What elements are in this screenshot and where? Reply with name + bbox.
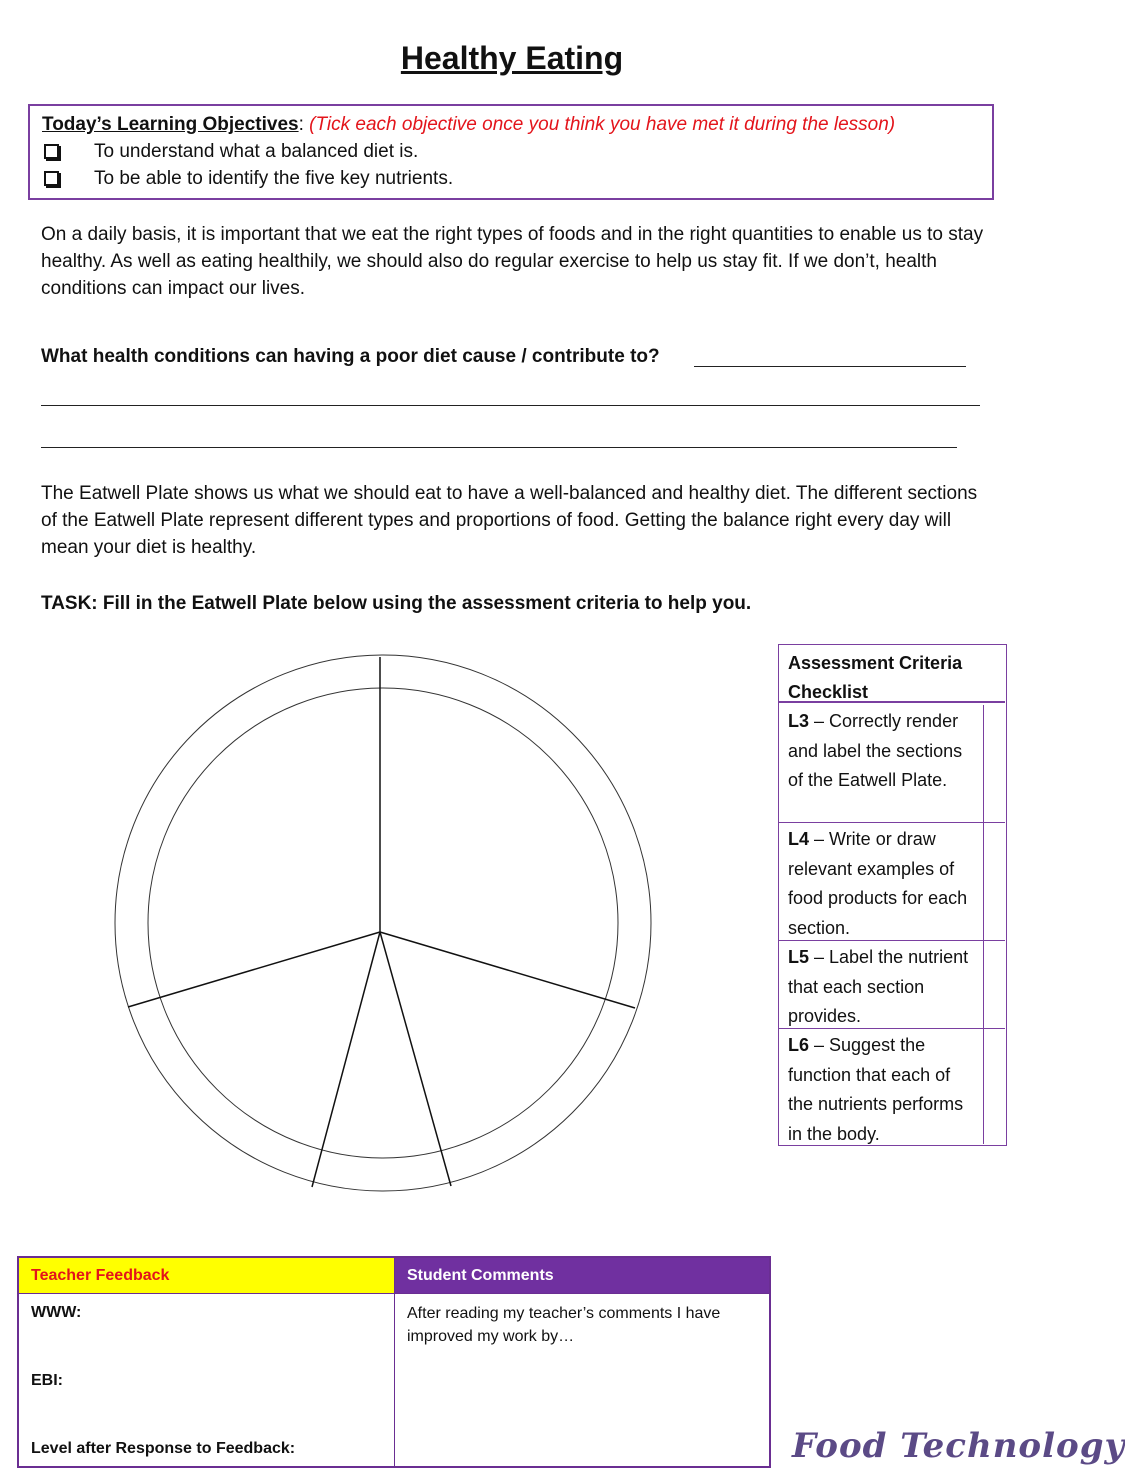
- question-text: What health conditions can having a poor diet cause / contribute to?: [41, 346, 660, 367]
- plate-divider-bottom-right: [380, 932, 451, 1186]
- criteria-row-l6: [779, 1029, 983, 1144]
- plate-outer-rim: [115, 655, 651, 1191]
- criteria-row-l4: [779, 823, 983, 941]
- student-comments-prompt: After reading my teacher’s comments I have improved my work by…: [407, 1305, 721, 1345]
- plate-divider-bottom-left: [312, 932, 380, 1187]
- objective-item-1: To understand what a balanced diet is.: [94, 141, 419, 162]
- objectives-colon: :: [298, 114, 304, 135]
- answer-line-2[interactable]: [41, 405, 980, 406]
- criteria-text: – Label the nutrient that each section provides.: [788, 947, 969, 1026]
- plate-inner-circle: [148, 688, 618, 1158]
- eatwell-paragraph: The Eatwell Plate shows us what we should eat to have a well-balanced and healthy diet. The different sections of the Eatwell Plate represent different types and proportions of food. Getting the balance right every day will mean your diet is healthy.: [41, 483, 978, 558]
- ebi-label: EBI:: [31, 1372, 63, 1389]
- objectives-heading: Today’s Learning Objectives: [42, 114, 299, 135]
- criteria-level: L3: [788, 711, 810, 731]
- level-after-feedback-label: Level after Response to Feedback:: [31, 1440, 296, 1457]
- task-instruction: TASK: Fill in the Eatwell Plate below using the assessment criteria to help you.: [41, 593, 752, 614]
- assessment-criteria-table: [778, 644, 1007, 1146]
- eatwell-plate-diagram: [100, 640, 670, 1210]
- food-technology-logo: Food Technology: [792, 1426, 1125, 1466]
- answer-line-1[interactable]: [694, 366, 966, 367]
- criteria-tick-box-l5[interactable]: [983, 941, 1005, 1029]
- student-comments-header: Student Comments: [395, 1258, 769, 1294]
- feedback-table: [17, 1256, 771, 1468]
- objective-checkbox-2[interactable]: [44, 171, 59, 186]
- criteria-level: L4: [788, 829, 810, 849]
- www-label: WWW:: [31, 1304, 82, 1321]
- page-title: Healthy Eating: [400, 40, 624, 76]
- criteria-tick-box-l6[interactable]: [983, 1029, 1005, 1144]
- student-comments-cell[interactable]: [395, 1294, 769, 1466]
- criteria-level: L5: [788, 947, 810, 967]
- plate-divider-left: [128, 932, 380, 1007]
- criteria-row-l5: [779, 941, 983, 1029]
- criteria-level: L6: [788, 1035, 810, 1055]
- objective-item-2: To be able to identify the five key nutrients.: [94, 168, 454, 189]
- criteria-heading: Assessment Criteria Checklist: [779, 645, 1005, 703]
- plate-divider-right: [380, 932, 635, 1008]
- criteria-text: – Write or draw relevant examples of food products for each section.: [788, 829, 968, 938]
- criteria-tick-box-l4[interactable]: [983, 823, 1005, 941]
- objectives-note: (Tick each objective once you think you have met it during the lesson): [309, 114, 896, 135]
- criteria-text: – Correctly render and label the sections of the Eatwell Plate.: [788, 711, 963, 790]
- intro-paragraph: On a daily basis, it is important that we eat the right types of foods and in the right quantities to enable us to stay healthy. As well as eating healthily, we should also do regular exercise to help us stay fit. If we don’t, health conditions can impact our lives.: [41, 224, 984, 299]
- criteria-row-l3: [779, 705, 983, 823]
- objectives-header: [42, 114, 895, 136]
- learning-objectives-box: [28, 104, 994, 200]
- teacher-feedback-cell[interactable]: [19, 1294, 395, 1466]
- teacher-feedback-header: Teacher Feedback: [19, 1258, 395, 1294]
- answer-line-3[interactable]: [41, 447, 957, 448]
- objective-checkbox-1[interactable]: [44, 144, 59, 159]
- criteria-tick-box-l3[interactable]: [983, 705, 1005, 823]
- criteria-text: – Suggest the function that each of the nutrients performs in the body.: [788, 1035, 964, 1144]
